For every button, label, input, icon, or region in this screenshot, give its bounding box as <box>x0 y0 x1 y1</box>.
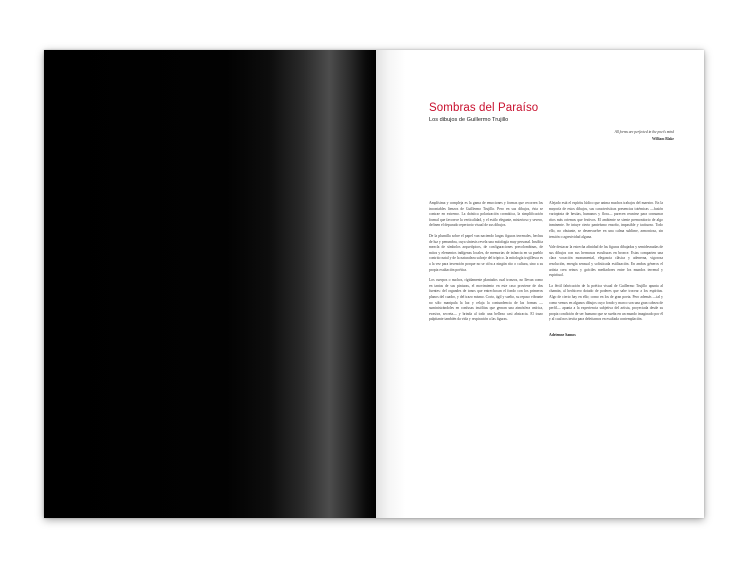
paragraph: Los cuerpos o nuchos, rígidamente plantados cual tronzos, no llevan como en tantas de sus pinturas, el movimiento en este caso proviene de dos fuentes: del organdes de tonos que entrechocan el fondo con los primeros planos del cuadro, y del trazo mismo. Corto, ágil y suelto, su repaso vibrante no sólo manipula la luz y relaja la contundencia de las formas —suministrándoles en confusas insólitas que genran una atmósfera onírica, evasiva, secreta— y brinda al todo una belleza casi abstracta. El trazo palpitante también da vida y respiración a las figuras. <box>429 278 543 322</box>
right-page <box>376 50 704 518</box>
text-column-right <box>549 201 663 338</box>
author-signature: Adrienne Samos <box>549 332 576 337</box>
paragraph: La fértil fabricación de la poética visual de Guillermo Trujillo apunta al chamán, al hechicero dotado de poderes que sabe trocear a los espíritus. Algo de cierto hay en ello; como en los de gran poeta. Pero además —tal y como vemos en algunos dibujos cuyo fondo y marco son una gran cabeza de perfil— apunta a la experiencia subjetiva del artista, proyectada desde su propia condición de ser humano que se sueña en un mundo imaginado por él y al cual nos invita para deleitarnos en exaltada contemplación. <box>549 283 663 322</box>
paragraph: De la plumilla sobre el papel van naciendo largas figuras terrenales, hechas de luz y penumbra, cuya síntesis revela una mitología muy personal. Insólita mezcla de símbolos arquetípicos, de configuraciones precolombinas, de mitos y elementos indígenas locales, de memorias de infancia en su pueblo contrito natal y de la naturaleza salvaje del trópico. la mitología trujillesca es a la vez para invención porque no se cifra a ningún rito o cultura, sino a su propia exaltación poética. <box>429 233 543 272</box>
epigraph-quote: All forms are perfected in the poet's mind <box>614 130 674 134</box>
book-subtitle: Los dibujos de Guillermo Trujillo <box>429 117 509 123</box>
text-column-left <box>429 201 543 328</box>
left-page-black <box>44 50 376 518</box>
paragraph: Amplísima y compleja es la gama de emociones y formas que recorren los incontables lienzos de Guillermo Trujillo. Pero en sus dibujos, ésta se contrae en extremo. La drástica polarización cromática, la simplificación formal que favorece la verticalidad, y el estilo elegante, misterioso y severo, definen el depurado repertorio visual de sus dibujos. <box>429 201 543 228</box>
epigraph-author: William Blake <box>652 137 674 141</box>
epigraph <box>615 130 674 142</box>
book-title: Sombras del Paraíso <box>429 102 539 114</box>
paragraph: Alejado está el espíritu lúdico que anima muchos trabajos del maestro. En la mayoría de estos dibujos, sus características presencias totémicas —fusión variopinta de bestias, humanos y flora— parecen reunirse para consumar ritos más oriemos que festivos. El ambiente se siente premonitorio de algo inminente. Se intuye cierto panteísmo ensoño, impasible y taciturno. Todo ello, no obstante, se desenvuelve en una calma sublime, armoniosa, sin tensión o agresividad alguna. <box>549 201 663 239</box>
book-spread <box>44 50 704 518</box>
paragraph: Vale destacar la estrecha afinidad de las figuras dibujadas y semidesnudas de sus dibujos con sus hermosas esculturas en bronce. Estas comparten una clara vocación monumental, elegancia clásica y adenerna, vigorosa resolución, energía sensual y sofisticada estilización. En ambos géneros el artista crea reinos y gráciles mediadores entre los mundos terrenal y espiritual. <box>549 245 663 278</box>
